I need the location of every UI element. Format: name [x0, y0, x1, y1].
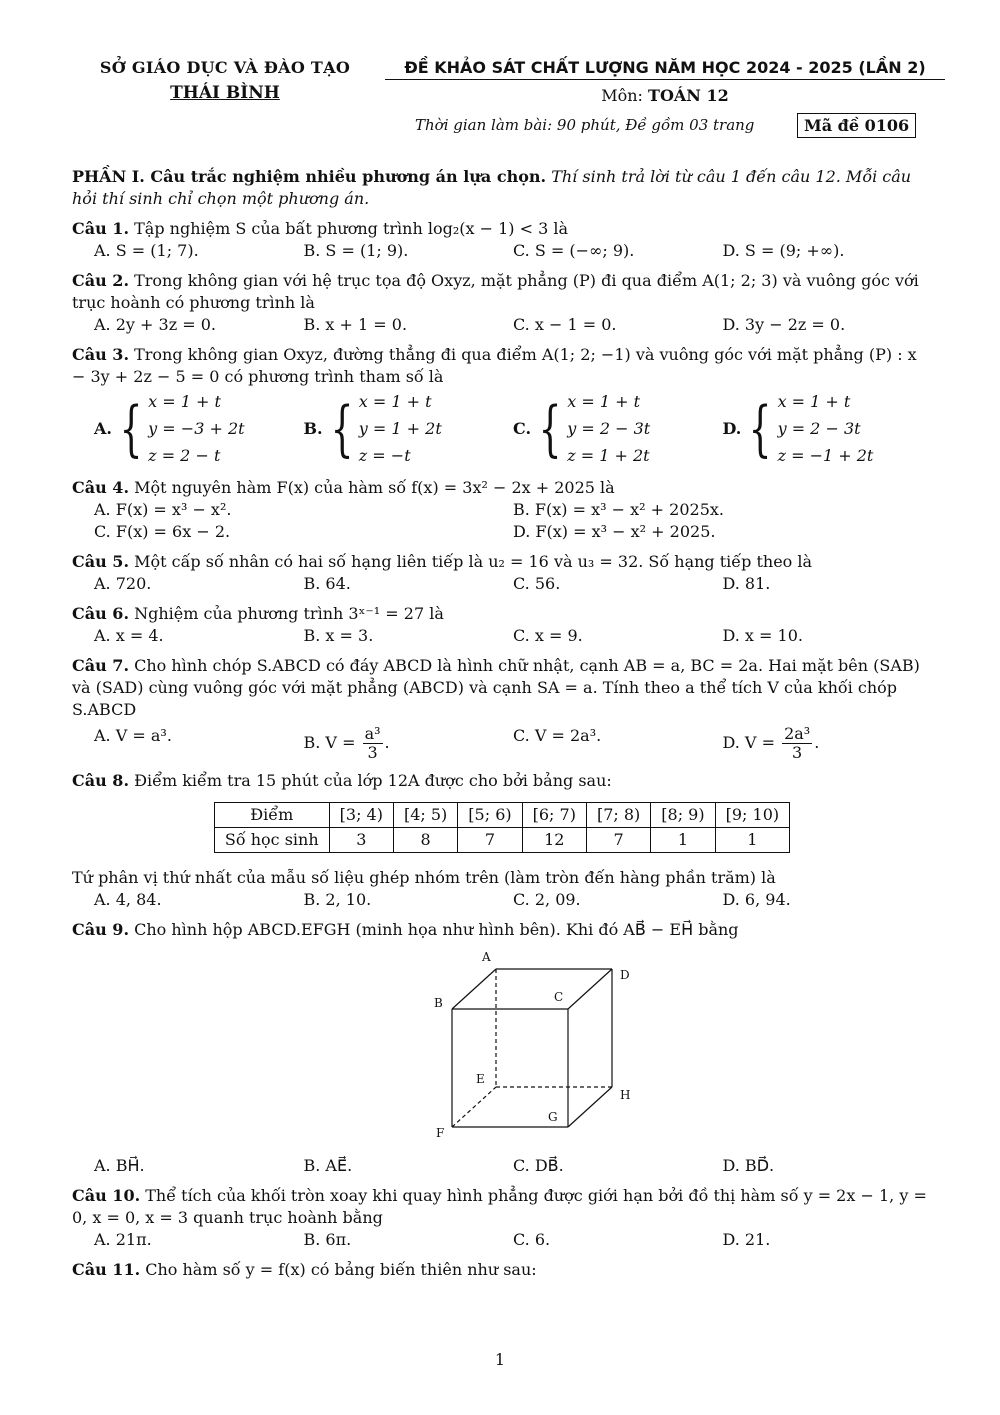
question-9: Câu 9. Cho hình hộp ABCD.EFGH (minh họa như hình bên). Khi đó AB⃗ − EH⃗ bằng A D B C E H F G A. BH⃗. B. AE⃗. C. DB⃗. D. BD⃗.	[72, 919, 932, 1177]
subject-name: TOÁN 12	[648, 86, 729, 105]
option-c: C. 2, 09.	[513, 890, 581, 909]
option-b: B. 6π.	[303, 1230, 352, 1249]
option-b: B. x = 3.	[303, 626, 374, 645]
option-d: D. 81.	[722, 574, 771, 593]
options	[94, 1229, 932, 1251]
option-a: A. 720.	[94, 574, 152, 593]
part1-heading: PHẦN I. Câu trắc nghiệm nhiều phương án lựa chọn. Thí sinh trả lời từ câu 1 đến câu 12. Mỗi câu hỏi thí sinh chỉ chọn một phương án.	[72, 167, 912, 208]
options	[94, 240, 932, 262]
option-b: B. F(x) = x³ − x² + 2025x.	[513, 500, 724, 519]
question-6: Câu 6. Nghiệm của phương trình 3ˣ⁻¹ = 27 là A. x = 4. B. x = 3. C. x = 9. D. x = 10.	[72, 603, 932, 647]
option-a: A. S = (1; 7).	[94, 241, 199, 260]
option-a: A. BH⃗.	[94, 1156, 145, 1175]
grades-table	[214, 802, 790, 853]
option-d: D. BD⃗.	[722, 1156, 775, 1175]
vertex-label: F	[436, 1126, 445, 1140]
option-c: C. 6.	[513, 1230, 551, 1249]
options	[94, 521, 932, 543]
exam-title: ĐỀ KHẢO SÁT CHẤT LƯỢNG NĂM HỌC 2024 - 2025 (LẦN 2)	[385, 58, 945, 80]
question-10: Câu 10. Thể tích của khối tròn xoay khi quay hình phẳng được giới hạn bởi đồ thị hàm số y = 2x − 1, y = 0, x = 0, x = 3 quanh trục hoành bằng A. 21π. B. 6π. C. 6. D. 21.	[72, 1185, 932, 1251]
time-note: Thời gian làm bài: 90 phút, Đề gồm 03 trang	[415, 116, 755, 134]
option-d: D. 21.	[722, 1230, 771, 1249]
options	[94, 725, 932, 762]
option-b: B. { x = 1 + t y = 1 + 2t z = −t	[303, 392, 442, 465]
options	[94, 314, 932, 336]
exam-code-box: Mã đề 0106	[797, 113, 916, 138]
option-a: A. x = 4.	[94, 626, 164, 645]
department-name: SỞ GIÁO DỤC VÀ ĐÀO TẠO	[99, 58, 351, 77]
option-b: B. AE⃗.	[303, 1156, 353, 1175]
fraction: $\frac{\text{a³}}{3}$	[364, 724, 381, 762]
option-d: D. V = $\frac{\text{2a³}}{3}$ .	[722, 724, 820, 762]
option-a: A. { x = 1 + t y = −3 + 2t z = 2 − t	[94, 392, 245, 465]
options	[94, 1155, 932, 1177]
question-3: Câu 3. Trong không gian Oxyz, đường thẳng đi qua điểm A(1; 2; −1) và vuông góc với mặt phẳng (P) : x − 3y + 2z − 5 = 0 có phương trình tham số là A. { x = 1 + t y = −3 + 2t z = 2 − t B. { x = 1 + t y = 1 + 2t z = −t C. { x = 1 + t y = 2 − 3t z = 1 + 2t D. { x = 1 + t y = 2 − 3t z = −1 + 2t	[72, 344, 932, 469]
question-4: Câu 4. Một nguyên hàm F(x) của hàm số f(x) = 3x² − 2x + 2025 là A. F(x) = x³ − x². B. F(x) = x³ − x² + 2025x. C. F(x) = 6x − 2. D. F(x) = x³ − x² + 2025.	[72, 477, 932, 543]
vertex-label: H	[620, 1088, 631, 1102]
department-block	[70, 58, 380, 103]
option-c: C. { x = 1 + t y = 2 − 3t z = 1 + 2t	[513, 392, 651, 465]
option-d: D. x = 10.	[722, 626, 803, 645]
option-d: D. { x = 1 + t y = 2 − 3t z = −1 + 2t	[722, 392, 874, 465]
edge-gh	[568, 1087, 612, 1127]
vertex-label: E	[476, 1072, 485, 1086]
option-d: D. 6, 94.	[722, 890, 791, 909]
option-d: D. 3y − 2z = 0.	[722, 315, 846, 334]
vertex-label: G	[548, 1110, 558, 1124]
options	[94, 889, 932, 911]
option-c: C. x − 1 = 0.	[513, 315, 617, 334]
brace-icon: {	[749, 393, 772, 464]
page-number: 1	[494, 1350, 506, 1369]
exam-info-block	[385, 58, 945, 139]
option-c: C. S = (−∞; 9).	[513, 241, 635, 260]
option-c: C. 56.	[513, 574, 561, 593]
option-c: C. V = 2a³.	[513, 726, 602, 745]
option-c: C. F(x) = 6x − 2.	[94, 522, 231, 541]
brace-icon: {	[538, 393, 562, 464]
question-1: Câu 1. Tập nghiệm S của bất phương trình log₂(x − 1) < 3 là A. S = (1; 7). B. S = (1; 9). C. S = (−∞; 9). D. S = (9; +∞).	[72, 218, 932, 262]
box-figure	[392, 949, 631, 1149]
edge-fe	[452, 1087, 496, 1127]
exam-content	[72, 166, 932, 1281]
question-11: Câu 11. Cho hàm số y = f(x) có bảng biến thiên như sau:	[72, 1260, 537, 1279]
option-a: A. 4, 84.	[94, 890, 162, 909]
option-b: B. x + 1 = 0.	[303, 315, 408, 334]
option-b: B. V = $\frac{\text{a³}}{3}$ .	[303, 724, 390, 762]
question-2: Câu 2. Trong không gian với hệ trục tọa độ Oxyz, mặt phẳng (P) đi qua điểm A(1; 2; 3) và vuông góc với trục hoành có phương trình là A. 2y + 3z = 0. B. x + 1 = 0. C. x − 1 = 0. D. 3y − 2z = 0.	[72, 270, 932, 336]
question-7: Câu 7. Cho hình chóp S.ABCD có đáy ABCD là hình chữ nhật, cạnh AB = a, BC = 2a. Hai mặt bên (SAB) và (SAD) cùng vuông góc với mặt phẳng (ABCD) và cạnh SA = a. Tính theo a thể tích V của khối chóp S.ABCD A. V = a³. B. V = $\frac{\text{a³}}{3}$ . C. V = 2a³. D. V = $\frac{\text{2a³}}{3}$ .	[72, 655, 932, 762]
vertex-label: B	[434, 996, 443, 1010]
options	[94, 499, 932, 521]
option-c: C. DB⃗.	[513, 1156, 564, 1175]
question-8-followup: Tứ phân vị thứ nhất của mẫu số liệu ghép nhóm trên (làm tròn đến hàng phần trăm) là	[72, 868, 776, 887]
subject-line: Môn: TOÁN 12	[601, 86, 729, 105]
option-a: A. 21π.	[94, 1230, 152, 1249]
options	[94, 573, 932, 595]
options	[94, 388, 932, 469]
vertex-label: D	[620, 968, 630, 982]
option-a: A. F(x) = x³ − x².	[94, 500, 232, 519]
fraction: $\frac{\text{2a³}}{3}$	[784, 724, 811, 762]
question-8: Câu 8. Điểm kiểm tra 15 phút của lớp 12A được cho bởi bảng sau: Điểm [3; 4) [4; 5) [5; 6) [6; 7) [7; 8) [8; 9) [9; 10) Số học sinh 3 8 7 12 7 1 1 Tứ phân vị thứ nhất của mẫu số liệu ghép nhóm trên (làm tròn đến hàng phần trăm) là A. 4, 84. B. 2, 10. C. 2, 09. D. 6, 94.	[72, 770, 932, 911]
option-c: C. x = 9.	[513, 626, 583, 645]
province-name: THÁI BÌNH	[170, 83, 280, 103]
brace-icon: {	[330, 393, 354, 464]
edge-cd	[568, 969, 612, 1009]
question-5: Câu 5. Một cấp số nhân có hai số hạng liên tiếp là u₂ = 16 và u₃ = 32. Số hạng tiếp theo là A. 720. B. 64. C. 56. D. 81.	[72, 551, 932, 595]
option-b: B. 64.	[303, 574, 351, 593]
option-a: A. 2y + 3z = 0.	[94, 315, 216, 334]
edge-ba	[452, 969, 496, 1009]
option-d: D. S = (9; +∞).	[722, 241, 845, 260]
table-row: Điểm [3; 4) [4; 5) [5; 6) [6; 7) [7; 8) [8; 9) [9; 10)	[214, 803, 789, 828]
option-b: B. 2, 10.	[303, 890, 372, 909]
time-line	[385, 113, 945, 139]
options	[94, 625, 932, 647]
option-d: D. F(x) = x³ − x² + 2025.	[513, 522, 716, 541]
vertex-label: C	[554, 990, 564, 1004]
option-a: A. V = a³.	[94, 726, 172, 745]
vertex-label: A	[482, 950, 491, 964]
option-b: B. S = (1; 9).	[303, 241, 409, 260]
table-row: Số học sinh 3 8 7 12 7 1 1	[214, 828, 789, 853]
brace-icon: {	[119, 393, 143, 464]
